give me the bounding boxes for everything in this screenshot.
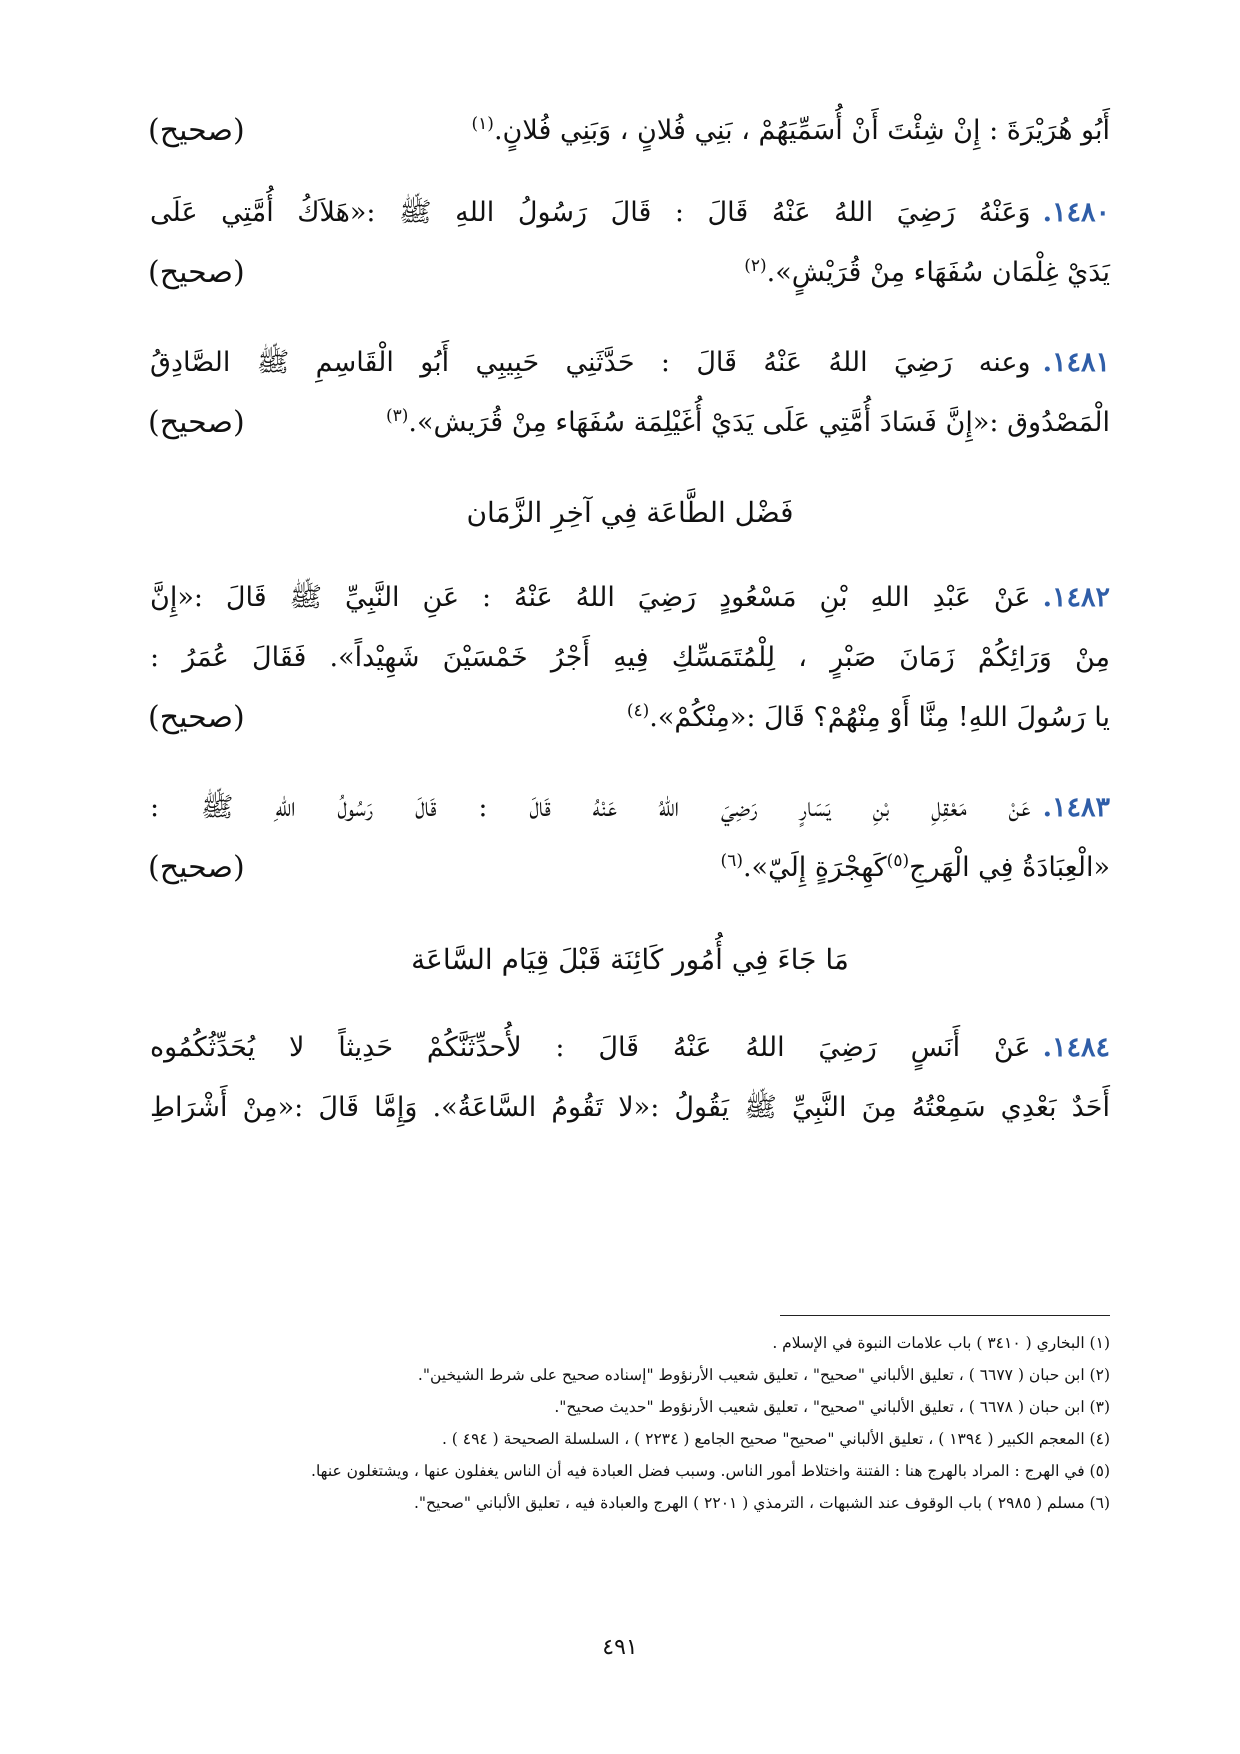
grading-label: (صحيح) — [148, 700, 245, 735]
text-line — [150, 785, 1110, 831]
hadith-text: وَعَنْهُ رَضِيَ اللهُ عَنْهُ قَالَ : قَالَ رَسُولُ اللهِ ﷺ :«هَلاَكُ أُمَّتِي عَلَى — [150, 197, 1031, 228]
grading-label: (صحيح) — [148, 255, 245, 290]
text-line — [150, 190, 1110, 236]
hadith-text: الْمَصْدُوق :«إِنَّ فَسَادَ أُمَّتِي عَلَى يَدَيْ أُغَيْلِمَة سُفَهَاء مِنْ قُرَيش». — [408, 407, 1110, 438]
footnote: (٤) المعجم الكبير ( ١٣٩٤ ) ، تعليق الألباني "صحيح" صحيح الجامع ( ٢٢٣٤ ) ، السلسلة الصحيحة ( ٤٩٤ ) . — [441, 1430, 1110, 1448]
hadith-text: أَحَدٌ بَعْدِي سَمِعْتُهُ مِنَ النَّبِيِّ ﷺ يَقُولُ :«لا تَقُومُ السَّاعَةُ». وَإِمَّا قَالَ :«مِنْ أَشْرَاطِ — [150, 1092, 1110, 1123]
grading-label: (صحيح) — [148, 850, 245, 885]
hadith-number: ١٤٨٣. — [1042, 792, 1110, 823]
hadith-number: ١٤٨٤. — [1042, 1032, 1110, 1063]
footnote: (٥) في الهرج : المراد بالهرج هنا : الفتنة واختلاط أمور الناس. وسبب فضل العبادة فيه أن الناس يغفلون عنها ، ويشتغلون عنها. — [311, 1462, 1110, 1480]
grading-label: (صحيح) — [148, 405, 245, 440]
page-number: ٤٩١ — [602, 1635, 638, 1660]
footnote-ref: (٣) — [385, 406, 409, 426]
footnote-ref: (٦) — [720, 851, 743, 871]
text-line — [150, 575, 1110, 621]
footnote: (١) البخاري ( ٣٤١٠ ) باب علامات النبوة في الإسلام . — [772, 1334, 1110, 1352]
hadith-text: عَنْ عَبْدِ اللهِ بْنِ مَسْعُودٍ رَضِيَ اللهُ عَنْهُ : عَنِ النَّبِيِّ ﷺ قَالَ :«إِنَّ — [150, 582, 1031, 613]
text-line — [150, 1085, 1110, 1131]
hadith-number: ١٤٨١. — [1042, 347, 1110, 378]
footnote: (٣) ابن حبان ( ٦٦٧٨ ) ، تعليق الألباني "صحيح" ، تعليق شعيب الأرنؤوط "حديث صحيح". — [554, 1398, 1110, 1416]
text-line — [360, 695, 1110, 741]
hadith-text: «الْعِبَادَةُ فِي الْهَرجِ — [909, 852, 1110, 883]
text-line — [360, 845, 1110, 891]
section-heading: مَا جَاءَ فِي أُمُور كَائِنَة قَبْلَ قِيَام السَّاعَة — [411, 943, 849, 976]
text-line — [360, 108, 1110, 154]
footnote-ref: (٢) — [744, 256, 767, 276]
hadith-number: ١٤٨٢. — [1042, 582, 1110, 613]
text-line — [150, 340, 1110, 386]
hadith-text: يَدَيْ غِلْمَان سُفَهَاء مِنْ قُرَيْشٍ». — [766, 257, 1110, 288]
footnote: (٦) مسلم ( ٢٩٨٥ ) باب الوقوف عند الشبهات ، الترمذي ( ٢٢٠١ ) الهرج والعبادة فيه ، تعليق الألباني "صحيح". — [413, 1494, 1110, 1512]
hadith-number: ١٤٨٠. — [1042, 197, 1110, 228]
text-line — [300, 400, 1110, 446]
grading-label: (صحيح) — [148, 113, 245, 148]
hadith-text: مِنْ وَرَائِكُمْ زَمَانَ صَبْرٍ ، لِلْمُتَمَسِّكِ فِيهِ أَجْرُ خَمْسَيْنَ شَهِيْداً». فَقَالَ عُمَرُ : — [150, 642, 1110, 673]
hadith-text: كَهِجْرَةٍ إِلَيّ». — [742, 852, 887, 883]
hadith-text: عَنْ مَعْقِلِ بْنِ يَسَارٍ رَضِيَ اللهُ عَنْهُ قَالَ : قَالَ رَسُولُ اللهِ ﷺ : — [150, 792, 1031, 823]
footnote-divider — [780, 1315, 1110, 1316]
hadith-text: يا رَسُولَ اللهِ! مِنَّا أَوْ مِنْهُمْ؟ قَالَ :«مِنْكُمْ». — [649, 702, 1110, 733]
text-line — [150, 1025, 1110, 1071]
hadith-text: عَنْ أَنَسٍ رَضِيَ اللهُ عَنْهُ قَالَ : لأُحدِّثَنَّكُمْ حَدِيثاً لا يُحَدِّثُكُمُوه — [150, 1032, 1031, 1063]
footnote-ref: (٤) — [626, 701, 650, 721]
text-line — [150, 635, 1110, 681]
hadith-text: أَبُو هُرَيْرَةَ : إِنْ شِئْتَ أَنْ أُسَمِّيَهُمْ ، بَنِي فُلانٍ ، وَبَنِي فُلانٍ. — [493, 115, 1110, 146]
footnote-ref: (٥) — [886, 851, 910, 871]
text-line — [360, 250, 1110, 296]
section-heading: فَضْل الطَّاعَة فِي آخِرِ الزَّمَان — [466, 496, 794, 529]
footnote: (٢) ابن حبان ( ٦٦٧٧ ) ، تعليق الألباني "صحيح" ، تعليق شعيب الأرنؤوط "إسناده صحيح على شرط الشيخين". — [417, 1366, 1110, 1384]
footnote-ref: (١) — [471, 114, 494, 134]
hadith-text: وعنه رَضِيَ اللهُ عَنْهُ قَالَ : حَدَّثَنِي حَبِيبِي أَبُو الْقَاسِمِ ﷺ الصَّادِقُ — [150, 347, 1031, 378]
